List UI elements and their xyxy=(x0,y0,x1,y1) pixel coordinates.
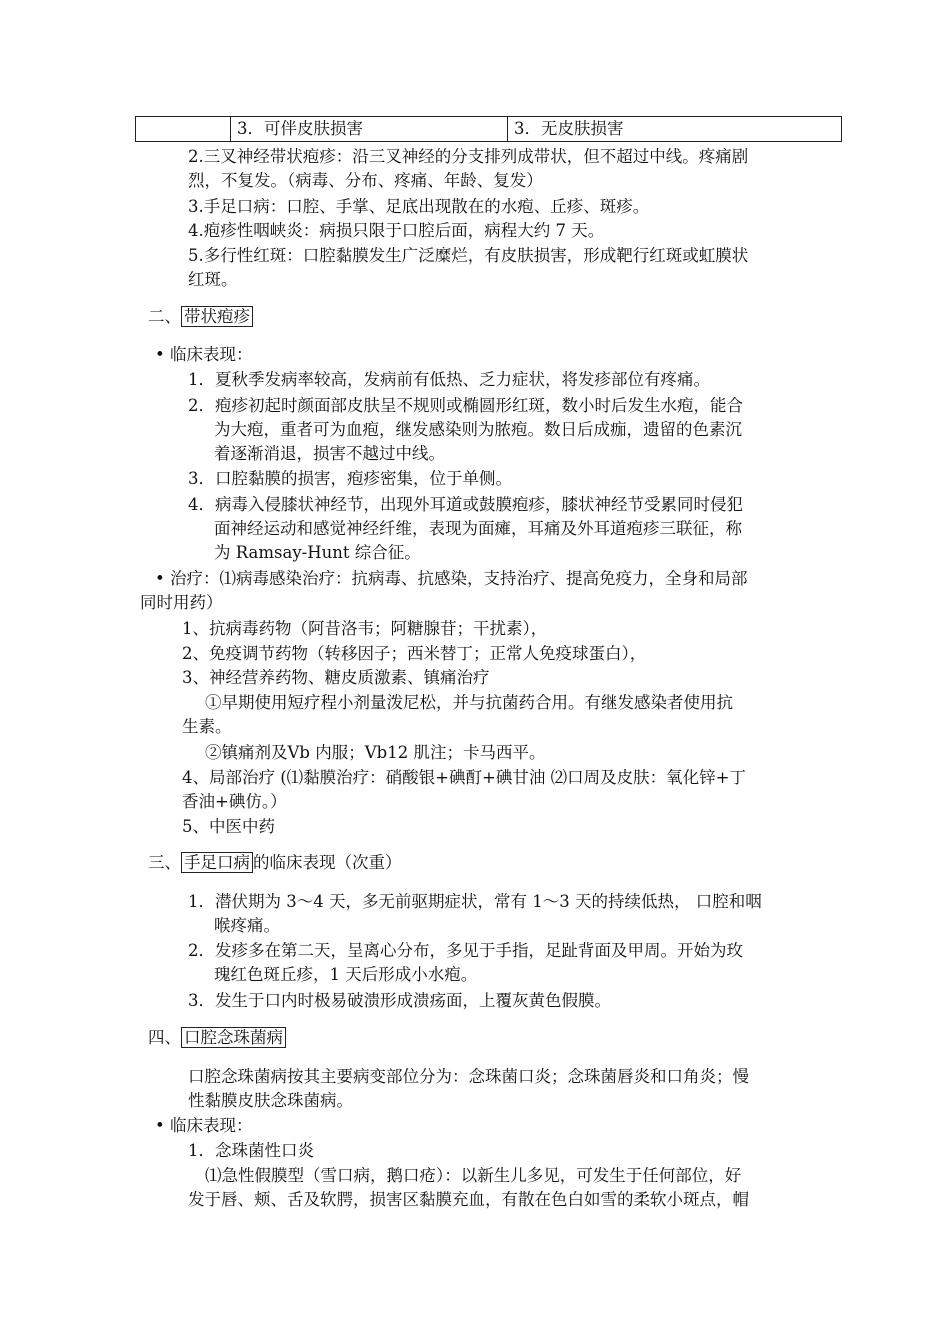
s2-item-4-line2: 面神经运动和感觉神经纤维，表现为面瘫，耳痛及外耳道疱疹三联征，称 xyxy=(214,519,742,538)
s2-treatment-2: 2、免疫调节药物（转移因子；西米替丁；正常人免疫球蛋白）， xyxy=(182,644,647,663)
section-2-bullet: • 临床表现： xyxy=(155,345,253,364)
s3-item-3: 3．发生于口内时极易破溃形成溃疡面，上覆灰黄色假膜。 xyxy=(188,991,611,1010)
section-4-bullet: • 临床表现： xyxy=(155,1116,253,1135)
s2-item-1: 1．夏秋季发病率较高，发病前有低热、乏力症状，将发疹部位有疼痛。 xyxy=(188,370,710,389)
intro-item-4: 4.疱疹性咽峡炎：病损只限于口腔后面，病程大约 7 天。 xyxy=(188,221,605,240)
table-cell-right: 3．无皮肤损害 xyxy=(508,117,842,142)
s2-treatment-3a-line1: ①早期使用短疗程小剂量泼尼松，并与抗菌药合用。有继发感染者使用抗 xyxy=(205,693,733,712)
intro-item-3: 3.手足口病：口腔、手掌、足底出现散在的水疱、丘疹、斑疹。 xyxy=(188,197,650,216)
s3-item-1-line1: 1．潜伏期为 3～4 天，多无前驱期症状，常有 1～3 天的持续低热， 口腔和咽 xyxy=(188,892,762,911)
s3-item-2-line1: 2．发疹多在第二天，呈离心分布，多见于手指，足趾背面及甲周。开始为玫 xyxy=(188,941,743,960)
s2-item-4-line1: 4．病毒入侵膝状神经节，出现外耳道或鼓膜疱疹，膝状神经节受累同时侵犯 xyxy=(188,495,743,514)
s2-treatment-3b: ②镇痛剂及Vb 内服；Vb12 肌注；卡马西平。 xyxy=(205,743,546,762)
comparison-table xyxy=(135,116,842,142)
s2-treatment-1: 1、抗病毒药物（阿昔洛韦；阿糖腺苷；干扰素）， xyxy=(182,619,548,638)
s4-item-1a-line1: ⑴急性假膜型（雪口病，鹅口疮）：以新生儿多见，可发生于任何部位，好 xyxy=(205,1166,742,1185)
section-3-heading xyxy=(148,852,402,874)
s2-item-2-line1: 2．疱疹初起时颜面部皮肤呈不规则或椭圆形红斑，数小时后发生水疱，能合 xyxy=(188,396,743,415)
s2-treatment-line1: • 治疗：⑴病毒感染治疗：抗病毒、抗感染，支持治疗、提高免疫力，全身和局部 xyxy=(155,569,748,588)
intro-item-5-line1: 5.多行性红斑：口腔黏膜发生广泛糜烂，有皮肤损害，形成靶行红斑或虹膜状 xyxy=(188,246,749,265)
intro-item-2-line2: 烈，不复发。（病毒、分布、疼痛、年龄、复发） xyxy=(188,171,543,190)
table-cell-left: 3．可伴皮肤损害 xyxy=(231,117,508,142)
section-4-heading xyxy=(148,1027,286,1049)
section-2-heading xyxy=(148,306,253,328)
s3-item-1-line2: 喉疼痛。 xyxy=(214,916,280,935)
s4-item-1a-line2: 发于唇、颊、舌及软腭，损害区黏膜充血，有散在色白如雪的柔软小斑点，帽 xyxy=(188,1190,749,1209)
s2-item-3: 3．口腔黏膜的损害，疱疹密集，位于单侧。 xyxy=(188,469,512,488)
s2-item-2-line3: 着逐渐消退，损害不越过中线。 xyxy=(214,444,445,463)
section-4-title: 口腔念珠菌病 xyxy=(181,1027,286,1048)
s2-treatment-line2: 同时用药） xyxy=(140,593,223,612)
section-3-title: 手足口病 xyxy=(181,852,253,873)
section-2-title: 带状疱疹 xyxy=(181,306,253,327)
s4-paragraph-line1: 口腔念珠菌病按其主要病变部位分为：念珠菌口炎；念珠菌唇炎和口角炎；慢 xyxy=(188,1067,749,1086)
table-cell-empty xyxy=(136,117,231,142)
s2-item-2-line2: 为大疱，重者可为血疱，继发感染则为脓疱。数日后成痂，遗留的色素沉 xyxy=(214,420,742,439)
s3-item-2-line2: 瑰红色斑丘疹，1 天后形成小水疱。 xyxy=(214,965,478,984)
section-3-suffix: 的临床表现（次重） xyxy=(253,853,402,872)
s2-treatment-3a-line2: 生素。 xyxy=(182,717,232,736)
s2-treatment-4-line2: 香油+碘仿。） xyxy=(182,792,287,811)
s2-item-4-line3: 为 Ramsay-Hunt 综合征。 xyxy=(214,543,421,562)
intro-item-2-line1: 2.三叉神经带状疱疹：沿三叉神经的分支排列成带状，但不超过中线。疼痛剧 xyxy=(188,147,749,166)
intro-item-5-line2: 红斑。 xyxy=(188,270,238,289)
table-row xyxy=(136,117,842,142)
section-3-prefix: 三、 xyxy=(148,853,181,872)
s4-item-1: 1．念珠菌性口炎 xyxy=(188,1141,314,1160)
s2-treatment-4-line1: 4、局部治疗 (⑴黏膜治疗：硝酸银+碘酊+碘甘油 ⑵口周及皮肤：氧化锌+丁 xyxy=(182,768,746,787)
s2-treatment-3: 3、神经营养药物、糖皮质激素、镇痛治疗 xyxy=(182,668,490,687)
section-2-prefix: 二、 xyxy=(148,307,181,326)
s2-treatment-5: 5、中医中药 xyxy=(182,817,275,836)
section-4-prefix: 四、 xyxy=(148,1028,181,1047)
s4-paragraph-line2: 性黏膜皮肤念珠菌病。 xyxy=(188,1091,353,1110)
